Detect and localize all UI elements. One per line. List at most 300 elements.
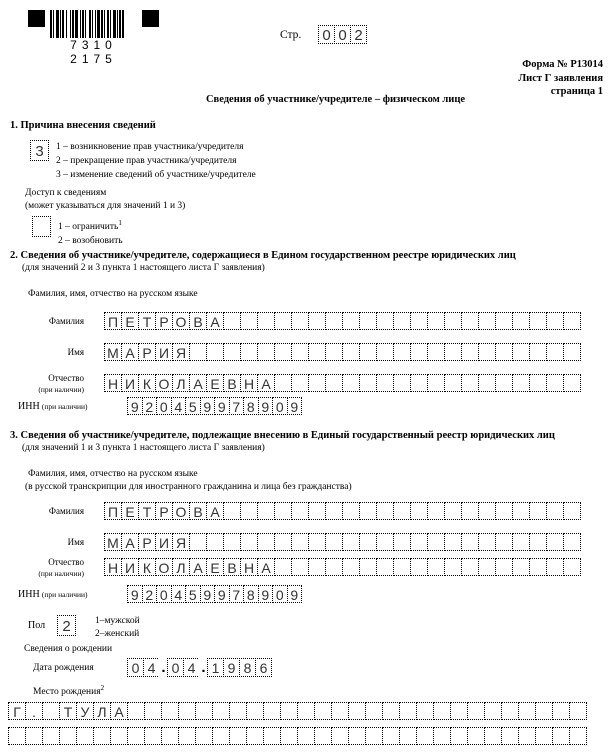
char-cell[interactable] xyxy=(461,533,479,551)
char-cell[interactable] xyxy=(433,702,451,720)
char-cell[interactable] xyxy=(229,727,247,745)
char-cell[interactable]: 4 xyxy=(171,397,187,415)
char-cell[interactable] xyxy=(478,558,496,576)
char-cell[interactable] xyxy=(308,558,326,576)
char-cell[interactable] xyxy=(552,702,570,720)
char-cell[interactable] xyxy=(93,727,111,745)
char-cell[interactable] xyxy=(478,312,496,330)
char-cell[interactable]: А xyxy=(206,502,224,520)
char-cell[interactable] xyxy=(342,533,360,551)
char-cell[interactable]: 9 xyxy=(258,585,274,603)
access-value-input[interactable] xyxy=(32,216,51,237)
char-cell[interactable]: 5 xyxy=(185,397,201,415)
birth-place-grid-line2[interactable] xyxy=(8,727,586,745)
char-cell[interactable]: О xyxy=(155,558,173,576)
char-cell[interactable] xyxy=(376,374,394,392)
char-cell[interactable] xyxy=(195,727,213,745)
char-cell[interactable] xyxy=(291,343,309,361)
char-cell[interactable] xyxy=(314,702,332,720)
char-cell[interactable] xyxy=(359,533,377,551)
char-cell[interactable]: А xyxy=(206,312,224,330)
access-option-1-label: 1 – ограничить xyxy=(58,222,119,233)
char-cell[interactable]: А xyxy=(121,533,139,551)
char-cell[interactable]: 9 xyxy=(223,658,240,677)
char-cell[interactable] xyxy=(393,558,411,576)
char-cell[interactable] xyxy=(297,702,315,720)
char-cell[interactable] xyxy=(274,533,292,551)
char-cell[interactable] xyxy=(529,374,547,392)
char-cell[interactable]: Л xyxy=(172,374,190,392)
char-cell[interactable] xyxy=(342,502,360,520)
char-cell[interactable] xyxy=(161,702,179,720)
char-cell[interactable] xyxy=(563,558,581,576)
char-cell[interactable] xyxy=(274,312,292,330)
char-cell[interactable]: Н xyxy=(240,558,258,576)
char-cell[interactable]: У xyxy=(76,702,94,720)
char-cell[interactable] xyxy=(529,533,547,551)
char-cell[interactable] xyxy=(274,558,292,576)
char-cell[interactable]: 9 xyxy=(127,585,143,603)
char-cell[interactable] xyxy=(495,558,513,576)
char-cell[interactable]: Е xyxy=(206,558,224,576)
section2-inn-grid[interactable] xyxy=(127,397,301,415)
char-cell[interactable]: Н xyxy=(104,558,122,576)
char-cell[interactable]: 1 xyxy=(207,658,224,677)
page-number-cell[interactable]: 2 xyxy=(350,25,367,44)
char-cell[interactable] xyxy=(229,702,247,720)
birth-place-label-main: Место рождения xyxy=(33,687,101,698)
char-cell[interactable] xyxy=(433,727,451,745)
char-cell[interactable] xyxy=(325,374,343,392)
char-cell[interactable] xyxy=(240,343,258,361)
char-cell[interactable] xyxy=(257,533,275,551)
char-cell[interactable]: Т xyxy=(138,312,156,330)
birth-date-grid[interactable] xyxy=(127,658,271,677)
char-cell[interactable]: 7 xyxy=(229,585,245,603)
char-cell[interactable] xyxy=(8,727,26,745)
char-cell[interactable] xyxy=(518,727,536,745)
section2-firstname-label: Имя xyxy=(67,347,84,357)
char-cell[interactable] xyxy=(529,502,547,520)
char-cell[interactable] xyxy=(359,558,377,576)
char-cell[interactable] xyxy=(212,702,230,720)
char-cell[interactable] xyxy=(223,502,241,520)
char-cell[interactable]: П xyxy=(104,502,122,520)
char-cell[interactable] xyxy=(178,727,196,745)
char-cell[interactable] xyxy=(427,558,445,576)
birth-place-label xyxy=(33,684,104,697)
char-cell[interactable] xyxy=(501,702,519,720)
char-cell[interactable]: А xyxy=(189,558,207,576)
char-cell[interactable] xyxy=(308,343,326,361)
section2-firstname-grid[interactable] xyxy=(104,343,580,361)
char-cell[interactable] xyxy=(427,312,445,330)
char-cell[interactable] xyxy=(416,727,434,745)
char-cell[interactable] xyxy=(291,558,309,576)
form-sheet: Лист Г заявления xyxy=(518,72,603,84)
char-cell[interactable] xyxy=(308,312,326,330)
char-cell[interactable] xyxy=(427,343,445,361)
char-cell[interactable] xyxy=(461,502,479,520)
char-cell[interactable] xyxy=(563,312,581,330)
char-cell[interactable]: М xyxy=(104,343,122,361)
char-cell[interactable] xyxy=(563,502,581,520)
char-cell[interactable]: Р xyxy=(138,343,156,361)
char-cell[interactable] xyxy=(297,727,315,745)
char-cell[interactable] xyxy=(161,727,179,745)
char-cell[interactable] xyxy=(246,702,264,720)
char-cell[interactable]: 8 xyxy=(243,397,259,415)
char-cell[interactable] xyxy=(569,702,587,720)
char-cell[interactable]: 8 xyxy=(243,585,259,603)
char-cell[interactable] xyxy=(444,502,462,520)
char-cell[interactable]: Я xyxy=(172,343,190,361)
char-cell[interactable] xyxy=(240,312,258,330)
section2-inn-label xyxy=(18,401,122,412)
char-cell[interactable] xyxy=(291,533,309,551)
char-cell[interactable] xyxy=(427,502,445,520)
char-cell[interactable] xyxy=(308,533,326,551)
char-cell[interactable]: К xyxy=(138,558,156,576)
char-cell[interactable] xyxy=(189,533,207,551)
char-cell[interactable] xyxy=(461,558,479,576)
char-cell[interactable]: 4 xyxy=(183,658,200,677)
char-cell[interactable] xyxy=(495,374,513,392)
char-cell[interactable] xyxy=(529,558,547,576)
char-cell[interactable] xyxy=(450,727,468,745)
char-cell[interactable] xyxy=(512,533,530,551)
char-cell[interactable] xyxy=(223,312,241,330)
char-cell[interactable] xyxy=(427,374,445,392)
char-cell[interactable] xyxy=(42,702,60,720)
char-cell[interactable]: . xyxy=(25,702,43,720)
char-cell[interactable]: И xyxy=(155,533,173,551)
char-cell[interactable]: 8 xyxy=(239,658,256,677)
char-cell[interactable] xyxy=(263,727,281,745)
char-cell[interactable] xyxy=(563,533,581,551)
char-cell[interactable] xyxy=(410,343,428,361)
char-cell[interactable] xyxy=(144,702,162,720)
char-cell[interactable] xyxy=(342,312,360,330)
char-cell[interactable] xyxy=(399,702,417,720)
char-cell[interactable] xyxy=(478,502,496,520)
char-cell[interactable] xyxy=(257,312,275,330)
sex-option-1: 1–мужской xyxy=(95,616,140,626)
char-cell[interactable] xyxy=(206,533,224,551)
char-cell[interactable]: 0 xyxy=(272,585,288,603)
section2-patronymic-grid[interactable] xyxy=(104,374,580,392)
char-cell[interactable]: Л xyxy=(172,558,190,576)
char-cell[interactable] xyxy=(393,312,411,330)
char-cell[interactable]: А xyxy=(121,343,139,361)
char-cell[interactable]: Л xyxy=(93,702,111,720)
char-cell[interactable] xyxy=(376,312,394,330)
char-cell[interactable] xyxy=(495,312,513,330)
char-cell[interactable] xyxy=(359,374,377,392)
section2-surname-grid[interactable] xyxy=(104,312,580,330)
char-cell[interactable] xyxy=(495,343,513,361)
char-cell[interactable]: Е xyxy=(121,312,139,330)
char-cell[interactable] xyxy=(212,727,230,745)
char-cell[interactable] xyxy=(206,343,224,361)
char-cell[interactable] xyxy=(501,727,519,745)
char-cell[interactable] xyxy=(461,374,479,392)
char-cell[interactable]: О xyxy=(172,312,190,330)
access-note: (может указываться для значений 1 и 3) xyxy=(25,201,186,211)
char-cell[interactable] xyxy=(518,702,536,720)
section2-inn-label-main: ИНН xyxy=(18,401,40,412)
char-cell[interactable] xyxy=(376,343,394,361)
char-cell[interactable] xyxy=(478,533,496,551)
section3-inn-label-main: ИНН xyxy=(18,589,40,600)
char-cell[interactable] xyxy=(410,374,428,392)
char-cell[interactable] xyxy=(348,702,366,720)
char-cell[interactable] xyxy=(274,502,292,520)
char-cell[interactable] xyxy=(331,702,349,720)
char-cell[interactable] xyxy=(416,702,434,720)
char-cell[interactable] xyxy=(257,343,275,361)
char-cell[interactable]: В xyxy=(189,502,207,520)
char-cell[interactable] xyxy=(495,533,513,551)
char-cell[interactable] xyxy=(25,727,43,745)
char-cell[interactable] xyxy=(359,343,377,361)
char-cell[interactable] xyxy=(552,727,570,745)
char-cell[interactable] xyxy=(274,374,292,392)
char-cell[interactable]: 0 xyxy=(127,658,144,677)
char-cell[interactable] xyxy=(444,558,462,576)
char-cell[interactable] xyxy=(195,702,213,720)
barcode-corner-block-left xyxy=(28,10,45,27)
page-number-cell[interactable]: 0 xyxy=(334,25,351,44)
char-cell[interactable] xyxy=(410,558,428,576)
char-cell[interactable] xyxy=(325,343,343,361)
char-cell[interactable] xyxy=(444,533,462,551)
char-cell[interactable] xyxy=(461,312,479,330)
char-cell[interactable] xyxy=(461,343,479,361)
char-cell[interactable] xyxy=(365,727,383,745)
char-cell[interactable] xyxy=(246,727,264,745)
char-cell[interactable] xyxy=(529,343,547,361)
char-cell[interactable]: 2 xyxy=(142,585,158,603)
char-cell[interactable] xyxy=(529,312,547,330)
char-cell[interactable]: В xyxy=(223,374,241,392)
char-cell[interactable] xyxy=(359,502,377,520)
char-cell[interactable] xyxy=(325,502,343,520)
char-cell[interactable] xyxy=(359,312,377,330)
char-cell[interactable] xyxy=(512,558,530,576)
char-cell[interactable] xyxy=(240,533,258,551)
char-cell[interactable] xyxy=(535,702,553,720)
char-cell[interactable] xyxy=(291,312,309,330)
char-cell[interactable] xyxy=(484,702,502,720)
char-cell[interactable] xyxy=(331,727,349,745)
char-cell[interactable]: Т xyxy=(138,502,156,520)
char-cell[interactable]: 9 xyxy=(214,585,230,603)
char-cell[interactable] xyxy=(240,502,258,520)
char-cell[interactable] xyxy=(410,533,428,551)
char-cell[interactable]: 4 xyxy=(143,658,160,677)
char-cell[interactable]: 7 xyxy=(229,397,245,415)
char-cell[interactable]: 9 xyxy=(200,397,216,415)
char-cell[interactable] xyxy=(342,343,360,361)
char-cell[interactable] xyxy=(546,558,564,576)
char-cell[interactable]: Н xyxy=(240,374,258,392)
char-cell[interactable] xyxy=(376,502,394,520)
char-cell[interactable] xyxy=(512,343,530,361)
access-option-1-footnote: 1 xyxy=(118,219,122,227)
char-cell[interactable] xyxy=(467,727,485,745)
char-cell[interactable] xyxy=(110,727,128,745)
page-number-cell[interactable]: 0 xyxy=(318,25,335,44)
char-cell[interactable] xyxy=(444,312,462,330)
char-cell[interactable] xyxy=(291,502,309,520)
char-cell[interactable] xyxy=(495,502,513,520)
char-cell[interactable] xyxy=(399,727,417,745)
char-cell[interactable] xyxy=(308,502,326,520)
char-cell[interactable]: 0 xyxy=(272,397,288,415)
char-cell[interactable]: Р xyxy=(155,312,173,330)
section1-reason-input[interactable]: 3 xyxy=(30,140,49,161)
char-cell[interactable]: 9 xyxy=(287,397,303,415)
char-cell[interactable]: 0 xyxy=(167,658,184,677)
char-cell[interactable] xyxy=(563,374,581,392)
char-cell[interactable] xyxy=(546,343,564,361)
char-cell[interactable] xyxy=(59,727,77,745)
char-cell[interactable]: В xyxy=(223,558,241,576)
char-cell[interactable] xyxy=(280,727,298,745)
char-cell[interactable] xyxy=(365,702,383,720)
char-cell[interactable] xyxy=(512,374,530,392)
char-cell[interactable] xyxy=(546,374,564,392)
char-cell[interactable] xyxy=(189,343,207,361)
char-cell[interactable] xyxy=(257,502,275,520)
char-cell[interactable] xyxy=(144,727,162,745)
char-cell[interactable]: 5 xyxy=(185,585,201,603)
char-cell[interactable] xyxy=(178,702,196,720)
char-cell[interactable] xyxy=(563,343,581,361)
char-cell[interactable] xyxy=(410,312,428,330)
char-cell[interactable] xyxy=(127,727,145,745)
char-cell[interactable]: М xyxy=(104,533,122,551)
char-cell[interactable]: А xyxy=(257,374,275,392)
char-cell[interactable] xyxy=(393,502,411,520)
char-cell[interactable] xyxy=(274,343,292,361)
section3-surname-grid[interactable] xyxy=(104,502,580,520)
char-cell[interactable] xyxy=(342,374,360,392)
char-cell[interactable] xyxy=(393,533,411,551)
char-cell[interactable] xyxy=(223,533,241,551)
char-cell[interactable]: К xyxy=(138,374,156,392)
char-cell[interactable] xyxy=(546,312,564,330)
char-cell[interactable]: 9 xyxy=(258,397,274,415)
section3-inn-label-sub: (при наличии) xyxy=(41,590,88,599)
char-cell[interactable]: Е xyxy=(206,374,224,392)
char-cell[interactable] xyxy=(393,343,411,361)
char-cell[interactable] xyxy=(314,727,332,745)
char-cell[interactable]: 2 xyxy=(142,397,158,415)
birth-place-grid-line1[interactable] xyxy=(8,702,586,720)
char-cell[interactable]: И xyxy=(121,558,139,576)
char-cell[interactable]: Т xyxy=(59,702,77,720)
char-cell[interactable] xyxy=(376,558,394,576)
section3-patronymic-grid[interactable] xyxy=(104,558,580,576)
char-cell[interactable] xyxy=(223,343,241,361)
char-cell[interactable] xyxy=(478,374,496,392)
char-cell[interactable]: 0 xyxy=(156,585,172,603)
char-cell[interactable]: О xyxy=(172,502,190,520)
char-cell[interactable]: Р xyxy=(155,502,173,520)
char-cell[interactable]: 6 xyxy=(255,658,272,677)
char-cell[interactable] xyxy=(382,702,400,720)
char-cell[interactable] xyxy=(348,727,366,745)
char-cell[interactable] xyxy=(127,702,145,720)
char-cell[interactable]: А xyxy=(257,558,275,576)
char-cell[interactable] xyxy=(484,727,502,745)
char-cell[interactable] xyxy=(478,343,496,361)
char-cell[interactable] xyxy=(444,343,462,361)
char-cell[interactable] xyxy=(512,312,530,330)
char-cell[interactable]: Р xyxy=(138,533,156,551)
char-cell[interactable]: Н xyxy=(104,374,122,392)
char-cell[interactable] xyxy=(376,533,394,551)
char-cell[interactable] xyxy=(512,502,530,520)
char-cell[interactable] xyxy=(410,502,428,520)
char-cell[interactable]: А xyxy=(189,374,207,392)
char-cell[interactable] xyxy=(291,374,309,392)
char-cell[interactable] xyxy=(342,558,360,576)
char-cell[interactable] xyxy=(325,558,343,576)
char-cell[interactable] xyxy=(263,702,281,720)
char-cell[interactable] xyxy=(382,727,400,745)
char-cell[interactable] xyxy=(308,374,326,392)
char-cell[interactable]: А xyxy=(110,702,128,720)
section3-inn-grid[interactable] xyxy=(127,585,301,603)
sex-input[interactable]: 2 xyxy=(57,615,76,636)
char-cell[interactable] xyxy=(444,374,462,392)
char-cell[interactable] xyxy=(325,312,343,330)
char-cell[interactable]: 9 xyxy=(214,397,230,415)
char-cell[interactable]: 9 xyxy=(287,585,303,603)
char-cell[interactable] xyxy=(42,727,60,745)
char-cell[interactable]: Е xyxy=(121,502,139,520)
char-cell[interactable] xyxy=(546,533,564,551)
char-cell[interactable]: 4 xyxy=(171,585,187,603)
char-cell[interactable]: О xyxy=(155,374,173,392)
char-cell[interactable] xyxy=(569,727,587,745)
char-cell[interactable] xyxy=(76,727,94,745)
char-cell[interactable] xyxy=(535,727,553,745)
page-number-cells[interactable] xyxy=(318,25,366,44)
char-cell[interactable]: 9 xyxy=(127,397,143,415)
char-cell[interactable] xyxy=(393,374,411,392)
char-cell[interactable]: Г xyxy=(8,702,26,720)
char-cell[interactable]: И xyxy=(155,343,173,361)
char-cell[interactable]: И xyxy=(121,374,139,392)
char-cell[interactable]: П xyxy=(104,312,122,330)
char-cell[interactable] xyxy=(427,533,445,551)
char-cell[interactable]: Я xyxy=(172,533,190,551)
char-cell[interactable]: 9 xyxy=(200,585,216,603)
char-cell[interactable] xyxy=(467,702,485,720)
char-cell[interactable] xyxy=(450,702,468,720)
char-cell[interactable] xyxy=(546,502,564,520)
section3-firstname-grid[interactable] xyxy=(104,533,580,551)
char-cell[interactable]: 0 xyxy=(156,397,172,415)
char-cell[interactable] xyxy=(280,702,298,720)
section2-surname-label: Фамилия xyxy=(48,316,84,326)
char-cell[interactable]: В xyxy=(189,312,207,330)
char-cell[interactable] xyxy=(325,533,343,551)
